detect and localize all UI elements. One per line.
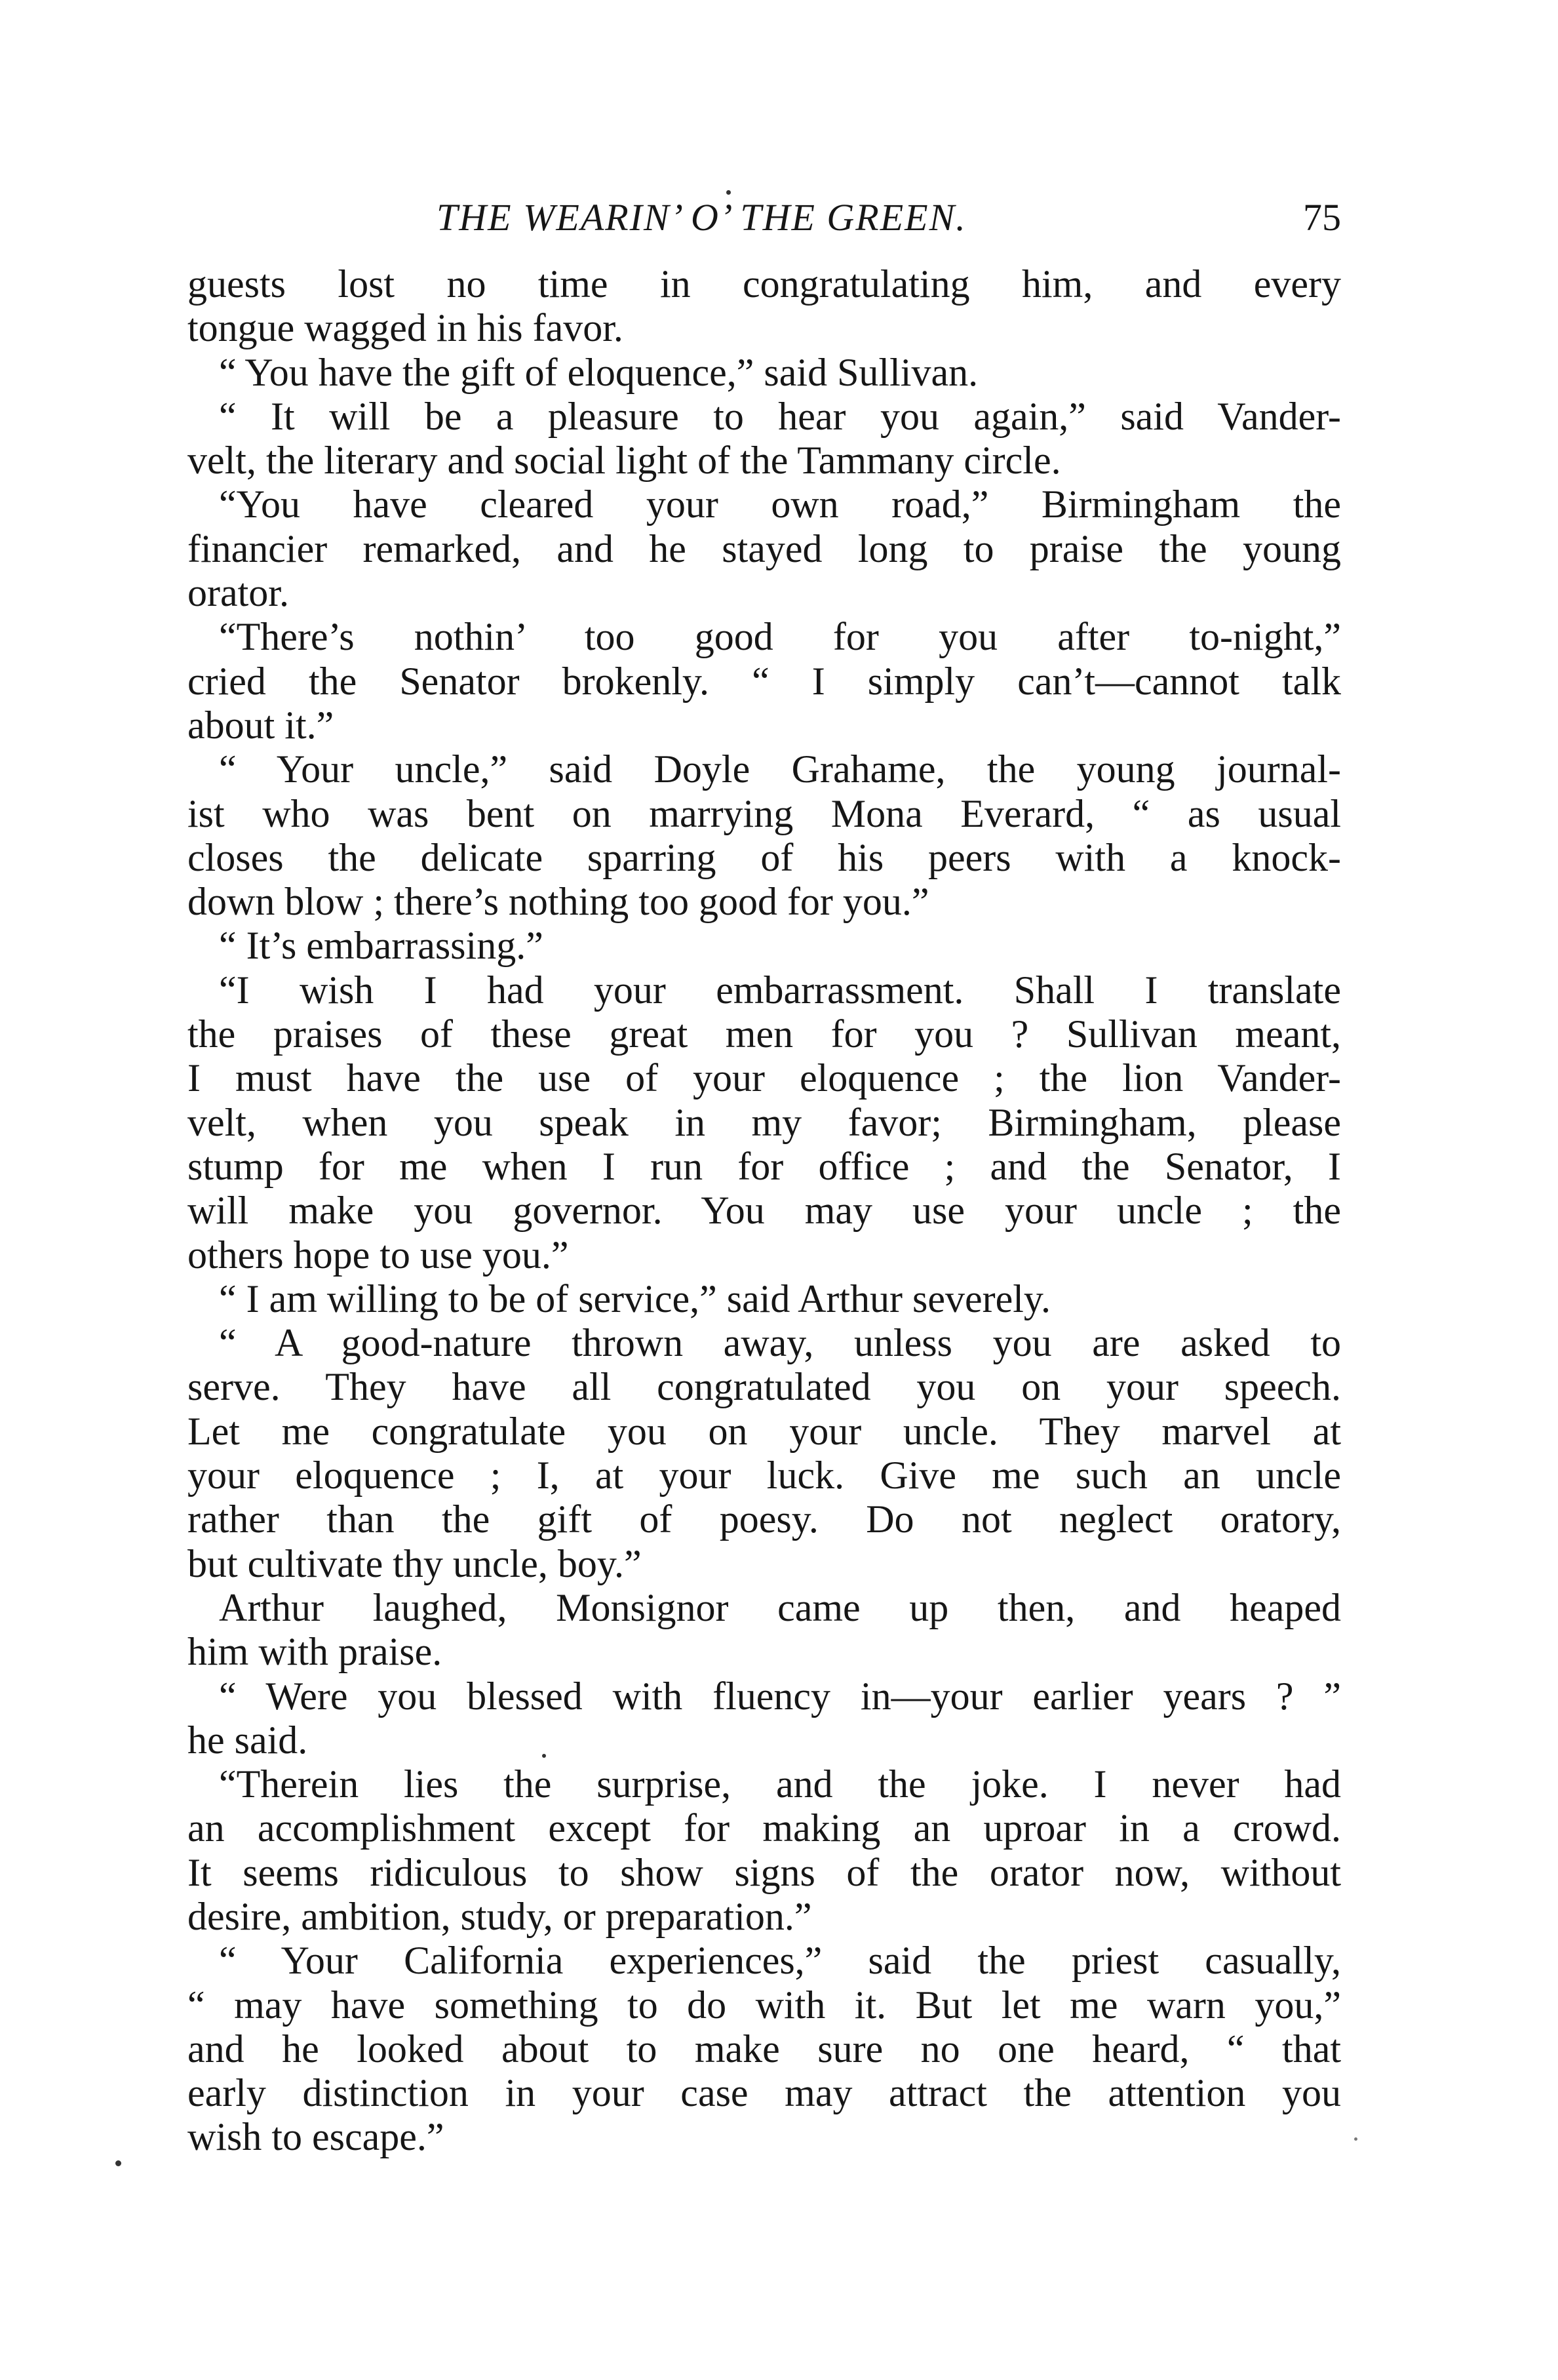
- text-line: “ Your uncle,” said Doyle Grahame, the young journal-: [219, 747, 1341, 791]
- text-line: wish to escape.”: [187, 2115, 444, 2159]
- text-line: Arthur laughed, Monsignor came up then, and heaped: [219, 1585, 1341, 1629]
- text-line: desire, ambition, study, or preparation.”: [187, 1894, 812, 1938]
- text-line: will make you governor. You may use your uncle ; the: [187, 1189, 1341, 1233]
- text-line: him with praise.: [187, 1630, 442, 1674]
- page-number: 75: [1303, 196, 1341, 239]
- text-line: guests lost no time in congratulating him, and every: [187, 262, 1341, 306]
- page-header: [187, 194, 1341, 241]
- text-line: orator.: [187, 571, 289, 615]
- text-line: “You have cleared your own road,” Birmingham the: [219, 483, 1341, 526]
- text-line: serve. They have all congratulated you on your speech.: [187, 1365, 1341, 1409]
- text-line: velt, when you speak in my favor; Birmingham, please: [187, 1100, 1341, 1144]
- text-line: “ may have something to do with it. But let me warn you,”: [187, 1983, 1341, 2027]
- text-line: “I wish I had your embarrassment. Shall I translate: [219, 968, 1341, 1012]
- body-text: [187, 262, 1341, 2160]
- running-head: THE WEARIN’ O’ THE GREEN.: [437, 196, 967, 239]
- text-line: the praises of these great men for you ? Sullivan meant,: [187, 1012, 1341, 1056]
- text-line: “ I am willing to be of service,” said Arthur severely.: [219, 1277, 1051, 1320]
- text-line: “ You have the gift of eloquence,” said Sullivan.: [219, 350, 979, 394]
- text-line: ist who was bent on marrying Mona Everard, “ as usual: [187, 791, 1341, 835]
- text-line: an accomplishment except for making an uproar in a crowd.: [187, 1806, 1341, 1850]
- print-speck: [726, 190, 731, 195]
- text-line: “There’s nothin’ too good for you after to-night,”: [219, 615, 1341, 659]
- text-line: velt, the literary and social light of the Tammany circle.: [187, 439, 1061, 483]
- text-line: rather than the gift of poesy. Do not neglect oratory,: [187, 1497, 1341, 1541]
- text-line: stump for me when I run for office ; and the Senator, I: [187, 1144, 1341, 1188]
- text-line: early distinction in your case may attract the attention you: [187, 2071, 1341, 2115]
- text-line: down blow ; there’s nothing too good for you.”: [187, 880, 929, 924]
- text-line: “ A good-nature thrown away, unless you are asked to: [219, 1321, 1341, 1365]
- text-line: “ It’s embarrassing.”: [219, 924, 543, 968]
- text-line: I must have the use of your eloquence ; the lion Vander-: [187, 1056, 1341, 1100]
- print-speck: [1354, 2137, 1357, 2141]
- text-line: “ It will be a pleasure to hear you again,” said Vander-: [219, 394, 1341, 438]
- text-line: he said.: [187, 1718, 308, 1762]
- text-line: your eloquence ; I, at your luck. Give me such an uncle: [187, 1454, 1341, 1497]
- print-speck: [542, 1754, 546, 1758]
- text-line: about it.”: [187, 703, 334, 747]
- text-line: closes the delicate sparring of his peers with a knock-: [187, 835, 1341, 879]
- text-line: but cultivate thy uncle, boy.”: [187, 1541, 642, 1585]
- text-line: “ Were you blessed with fluency in—your earlier years ? ”: [219, 1674, 1341, 1718]
- print-speck: [115, 2160, 121, 2166]
- text-line: It seems ridiculous to show signs of the orator now, without: [187, 1850, 1341, 1894]
- text-line: others hope to use you.”: [187, 1233, 569, 1277]
- text-line: tongue wagged in his favor.: [187, 306, 623, 350]
- text-line: and he looked about to make sure no one heard, “ that: [187, 2027, 1341, 2071]
- text-line: “Therein lies the surprise, and the joke. I never had: [219, 1762, 1341, 1806]
- text-line: “ Your California experiences,” said the priest casually,: [219, 1939, 1341, 1983]
- text-line: cried the Senator brokenly. “ I simply can’t—cannot talk: [187, 659, 1341, 703]
- text-line: financier remarked, and he stayed long to praise the young: [187, 526, 1341, 570]
- text-line: Let me congratulate you on your uncle. They marvel at: [187, 1409, 1341, 1453]
